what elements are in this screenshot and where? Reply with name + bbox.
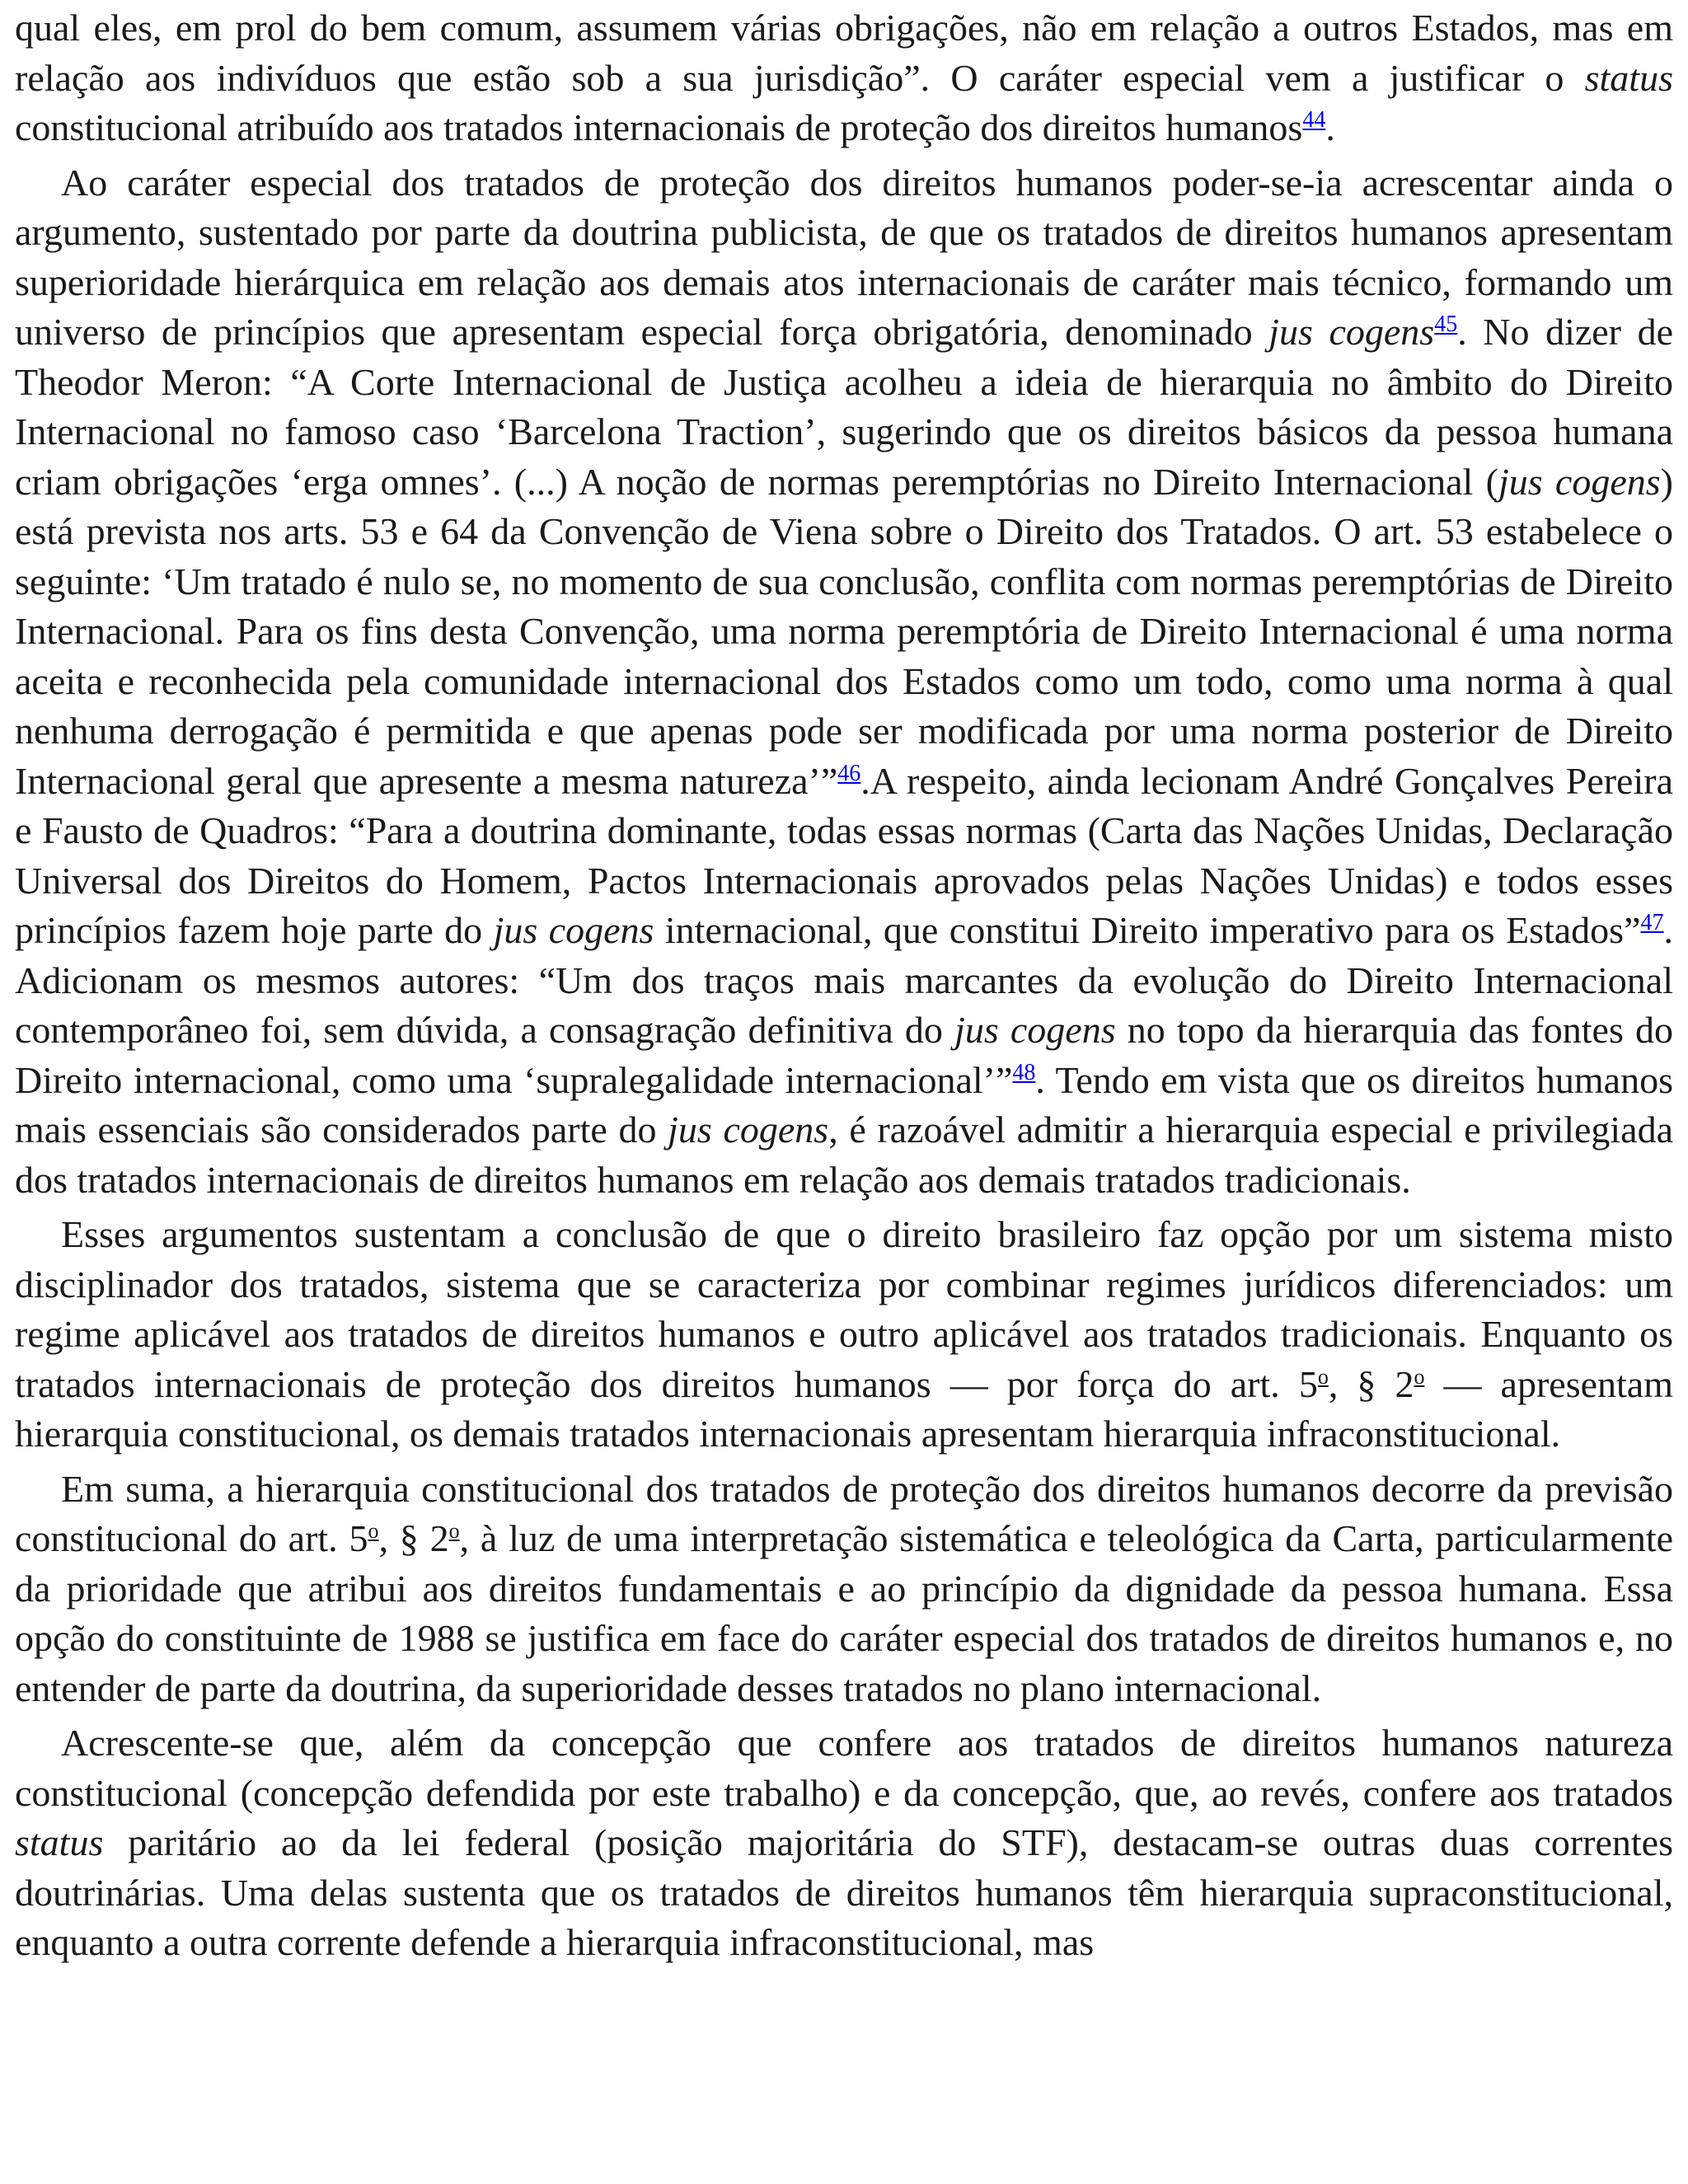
text-run: Esses argumentos sustentam a conclusão de que o direito brasileiro faz opção por um sistema misto disciplinador dos tratados, sistema que se caracteriza por combinar regimes jurídicos diferenciados: um regime aplicável aos tratados de direitos humanos e outro aplicável aos tratados tradicionais. Enquanto os tratados internacionais de proteção dos direitos humanos — por força do art. 5 — [15, 1213, 1673, 1405]
document-page — [15, 3, 1673, 1973]
text-run: . — [1325, 106, 1335, 148]
italic-term: jus cogens — [954, 1009, 1116, 1051]
italic-term: status — [15, 1821, 104, 1863]
footnote-link[interactable]: 48 — [1012, 1059, 1036, 1085]
italic-term: status — [1584, 56, 1673, 99]
footnote-link[interactable]: 44 — [1302, 107, 1326, 133]
ordinal-indicator: o — [1317, 1364, 1329, 1389]
text-run: ) está prevista nos arts. 53 e 64 da Convenção de Viena sobre o Direito dos Tratados. O art. 53 estabelece o seguinte: ‘Um tratado é nulo se, no momento de sua conclusão, conflita com normas peremptórias de Direito Internacional. Para os fins desta Convenção, uma norma peremptória de Direito Internacional é uma norma aceita e reconhecida pela comunidade internacional dos Estados como um todo, como uma norma à qual nenhuma derrogação é permitida e que apenas pode ser modificada por uma norma posterior de Direito Internacional geral que apresente a mesma natureza’” — [15, 460, 1673, 802]
text-run: paritário ao da lei federal (posição majoritária do STF), destacam-se outras duas correntes doutrinárias. Uma delas sustenta que os tratados de direitos humanos têm hierarquia supraconstitucional, enquanto a outra corrente defende a hierarquia infraconstitucional, mas — [15, 1821, 1673, 1963]
text-run: internacional, que constitui Direito imperativo para os Estados” — [654, 909, 1641, 951]
text-run: . No dizer de Theodor Meron: “A Corte Internacional de Justiça acolheu a ideia de hierarquia no âmbito do Direito Internacional no famoso caso ‘Barcelona Traction’, sugerindo que os direitos básicos da pessoa humana criam obrigações ‘erga omnes’. (...) A noção de normas peremptórias no Direito Internacional ( — [15, 311, 1673, 503]
text-run: Em suma, a hierarquia constitucional dos tratados de proteção dos direitos humanos decorre da previsão constitucional do art. 5 — [15, 1467, 1673, 1559]
text-run: . Adicionam os mesmos autores: “Um dos traços mais marcantes da evolução do Direito Internacional contemporâneo foi, sem dúvida, a consagração definitiva do — [15, 909, 1673, 1051]
text-run: Ao caráter especial dos tratados de proteção dos direitos humanos poder-se-ia acrescentar ainda o argumento, sustentado por parte da doutrina publicista, de que os tratados de direitos humanos apresentam superioridade hierárquica em relação aos demais atos internacionais de caráter mais técnico, formando um universo de princípios que apresentam especial força obrigatória, denominado — [15, 161, 1673, 353]
text-run: , é razoável admitir a hierarquia especial e privilegiada dos tratados internacionais de direitos humanos em relação aos demais tratados tradicionais. — [15, 1108, 1674, 1201]
text-run: , § 2 — [1328, 1362, 1414, 1405]
text-run: , à luz de uma interpretação sistemática e teleológica da Carta, particularmente da prioridade que atribui aos direitos fundamentais e ao princípio da dignidade da pessoa humana. Essa opção do constituinte de 1988 se justifica em face do caráter especial dos tratados de direitos humanos e, no entender de parte da doutrina, da superioridade desses tratados no plano internacional. — [15, 1517, 1674, 1709]
text-run: . Tendo em vista que os direitos humanos mais essenciais são considerados parte do — [15, 1058, 1673, 1151]
ordinal-indicator: o — [448, 1519, 460, 1543]
paragraph — [15, 1465, 1673, 1714]
ordinal-indicator: o — [368, 1519, 379, 1543]
italic-term: jus cogens — [1268, 311, 1435, 353]
italic-term: jus cogens — [1498, 460, 1661, 503]
paragraph — [15, 158, 1673, 1206]
text-run: no topo da hierarquia das fontes do Direito internacional, como uma ‘supralegalidade internacional’” — [15, 1009, 1673, 1101]
text-run: qual eles, em prol do bem comum, assumem várias obrigações, não em relação a outros Estados, mas em relação aos indivíduos que estão sob a sua jurisdição”. O caráter especial vem a justificar o — [15, 7, 1673, 99]
text-run: , § 2 — [378, 1517, 449, 1559]
footnote-link[interactable]: 45 — [1434, 312, 1458, 337]
ordinal-indicator: o — [1414, 1364, 1425, 1389]
paragraph — [15, 1210, 1673, 1460]
footnote-link[interactable]: 46 — [837, 760, 861, 786]
italic-term: jus cogens — [493, 909, 654, 951]
paragraph — [15, 1718, 1673, 1968]
text-run: Acrescente-se que, além da concepção que confere aos tratados de direitos humanos natureza constitucional (concepção defendida por este trabalho) e da concepção, que, ao revés, confere aos tratados — [15, 1722, 1673, 1814]
italic-term: jus cogens — [668, 1108, 829, 1151]
paragraph — [15, 3, 1673, 153]
footnote-link[interactable]: 47 — [1640, 910, 1664, 935]
text-run: constitucional atribuído aos tratados internacionais de proteção dos direitos humanos — [15, 106, 1303, 148]
text-run: — apresentam hierarquia constitucional, os demais tratados internacionais apresentam hierarquia infraconstitucional. — [15, 1362, 1673, 1455]
text-run: .A respeito, ainda lecionam André Gonçalves Pereira e Fausto de Quadros: “Para a doutrina dominante, todas essas normas (Carta das Nações Unidas, Declaração Universal dos Direitos do Homem, Pactos Internacionais aprovados pelas Nações Unidas) e todos esses princípios fazem hoje parte do — [15, 759, 1673, 951]
